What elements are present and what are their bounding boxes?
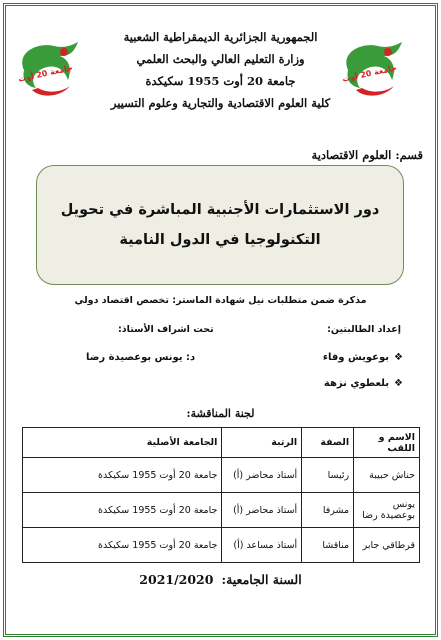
student-item — [323, 352, 403, 363]
academic-year-value: 2021/2020 — [139, 572, 214, 587]
supervisor-label: تحت اشراف الأستاذ: — [118, 324, 214, 335]
column-header-name: الاسم و اللقب — [354, 428, 420, 458]
table-row — [23, 528, 420, 563]
member-name: قرطاقي جابر — [354, 528, 420, 563]
svg-text:جامعة 20 أوت: جامعة 20 أوت — [341, 63, 398, 84]
committee-table — [22, 427, 420, 563]
republic-name: الجمهورية الجزائرية الديمقراطية الشعبية — [123, 30, 318, 44]
student-name: بوعويش وفاء — [322, 352, 390, 363]
member-name: حناش حبيبة — [354, 458, 420, 493]
member-role: مشرفا — [302, 493, 354, 528]
member-university: جامعة 20 أوت 1955 سكيكدة — [23, 528, 222, 563]
table-row — [23, 493, 420, 528]
member-role: مناقشا — [302, 528, 354, 563]
column-header-role: الصفة — [302, 428, 354, 458]
document-header — [0, 26, 441, 114]
faculty-name: كلية العلوم الاقتصادية والتجارية وعلوم التسيير — [110, 96, 331, 110]
thesis-title-box — [36, 165, 404, 285]
table-row — [23, 458, 420, 493]
member-rank: أستاذ مساعد (أ) — [222, 528, 302, 563]
member-rank: أستاذ محاضر (أ) — [222, 458, 302, 493]
memo-description: مذكرة ضمن متطلبات نيل شهادة الماستر: تخصص اقتصاد دولي — [74, 295, 367, 306]
ministry-name: وزارة التعليم العالي والبحث العلمي — [136, 52, 305, 66]
table-header-row — [23, 428, 420, 458]
supervisor-name: د: يونس بوعصيدة رضا — [86, 352, 196, 363]
member-university: جامعة 20 أوت 1955 سكيكدة — [23, 458, 222, 493]
bullet-icon: ❖ — [394, 352, 403, 363]
column-header-rank: الرتبة — [222, 428, 302, 458]
university-name: جامعة 20 أوت 1955 سكيكدة — [145, 74, 296, 88]
committee-label: لجنة المناقشة: — [186, 407, 255, 420]
student-name: بلعطوي نزهة — [323, 378, 390, 389]
student-item — [324, 378, 403, 389]
member-rank: أستاذ محاضر (أ) — [222, 493, 302, 528]
member-name: يونس بوعصيدة رضا — [354, 493, 420, 528]
member-role: رئيسا — [302, 458, 354, 493]
column-header-university: الجامعة الأصلية — [23, 428, 222, 458]
academic-year — [0, 572, 441, 587]
department-name: قسم: العلوم الاقتصادية — [311, 148, 423, 162]
bullet-icon: ❖ — [394, 378, 403, 389]
academic-year-label: السنة الجامعية: — [221, 572, 302, 587]
thesis-title: دور الاستثمارات الأجنبية المباشرة في تحويل التكنولوجيا في الدول النامية — [60, 202, 380, 248]
students-label: إعداد الطالبتين: — [327, 324, 401, 335]
svg-text:جامعة 20 أوت: جامعة 20 أوت — [17, 63, 74, 84]
member-university: جامعة 20 أوت 1955 سكيكدة — [23, 493, 222, 528]
